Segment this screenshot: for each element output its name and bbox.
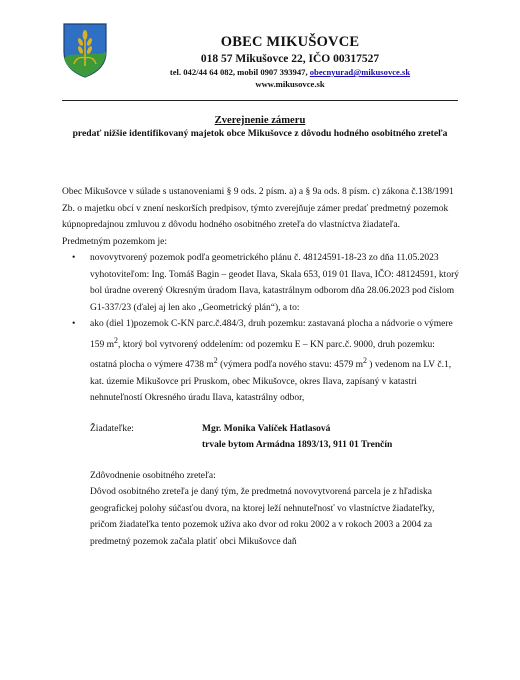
list-item (62, 250, 460, 316)
area-unit-sup: 2 (362, 356, 367, 366)
document-body (62, 184, 460, 550)
website-text: www.mikusovce.sk (255, 79, 325, 89)
email-link[interactable]: obecnyurad@mikusovce.sk (309, 67, 411, 77)
notice-heading (62, 114, 458, 140)
municipality-name: OBEC MIKUŠOVCE (220, 34, 360, 50)
bullet-text-2a: ako (diel 1)pozemok C-KN parc.č.484/3, druh pozemku: zastavaná plocha a nádvorie o výmere 159 m (90, 319, 453, 350)
reason-text: Dôvod osobitného zreteľa je daný tým, že predmetná novovytvorená parcela je z hľadiska geografickej polohy súčasťou dvora, na ktorej leží nehnuteľnosť vo vlastníctve žiadateľky, pričom žiadateľka tento pozemok užíva ako dvor od roku 2002 a v rokoch 2003 a 2004 za predmetný pozemok začala platiť obci Mikušovce daň (90, 487, 435, 547)
applicant-label: Žiadateľke: (90, 423, 134, 434)
area-unit-sup: 2 (213, 356, 218, 366)
reason-heading: Zdôvodnenie osobitného zreteľa: (90, 470, 216, 481)
contact-line (120, 66, 460, 78)
intro-paragraph: Obec Mikušovce v súlade s ustanoveniami § 9 ods. 2 písm. a) a § 9a ods. 8 písm. c) zákona č.138/1991 Zb. o majetku obcí v znení neskorších predpisov, týmto zverejňuje zámer predať predmetný pozemok kúpnopredajnou zmluvou z dôvodu hodného osobitného zreteľa do vlastníctva žiadateľa. (62, 187, 454, 230)
bullet-text-1: novovytvorený pozemok podľa geometrického plánu č. 48124591-18-23 zo dňa 11.05.2023 vyhotoviteľom: Ing. Tomáš Bagin – geodet Ilava, Skala 653, 019 01 Ilava, IČO: 48124591, ktorý bol úradne overený Okresným úradom Ilava, katastrálnym odborom dňa 28.06.2023 pod číslom G1-337/23 (ďalej aj len ako „Geometrický plán“), a to: (90, 253, 459, 313)
notice-title: Zverejnenie zámeru (214, 115, 306, 126)
list-item (62, 316, 460, 407)
area-unit-sup: 2 (114, 335, 118, 345)
applicant-address: trvale bytom Armádna 1893/13, 911 01 Trenčín (202, 440, 393, 451)
bullet-icon: • (72, 319, 76, 329)
subject-intro: Predmetným pozemkom je: (62, 236, 168, 247)
bullet-text-2d: ) vedenom na LV č.1, kat. územie Mikušovce pri Pruskom, obec Mikušovce, okres Ilava, zapísaný v katastri nehnuteľností Okresného úradu Ilava, katastrálny odbor, (90, 360, 452, 404)
municipality-address: 018 57 Mikušovce 22, IČO 00317527 (200, 53, 380, 65)
municipal-crest-icon (62, 22, 108, 78)
contact-phones: tel. 042/44 64 082, mobil 0907 393947, (169, 67, 310, 77)
bullet-text-2c: (výmera podľa nového stavu: 4579 m (217, 360, 363, 371)
reason-block (62, 468, 460, 551)
applicant-name: Mgr. Monika Valíček Hatlasová (202, 423, 331, 434)
letterhead (120, 34, 460, 90)
subject-list (62, 250, 460, 407)
bullet-text-2b: , ktorý bol vytvorený oddelením: od pozemku E – KN parc.č. 9000, druh pozemku: ostatná plocha o výmere 4738 m (90, 339, 435, 371)
header-divider (62, 100, 458, 101)
notice-subtitle: predať nižšie identifikovaný majetok obce Mikušovce z dôvodu hodného osobitného zreteľa (72, 128, 448, 139)
applicant-block (62, 421, 460, 454)
bullet-icon: • (72, 253, 76, 263)
